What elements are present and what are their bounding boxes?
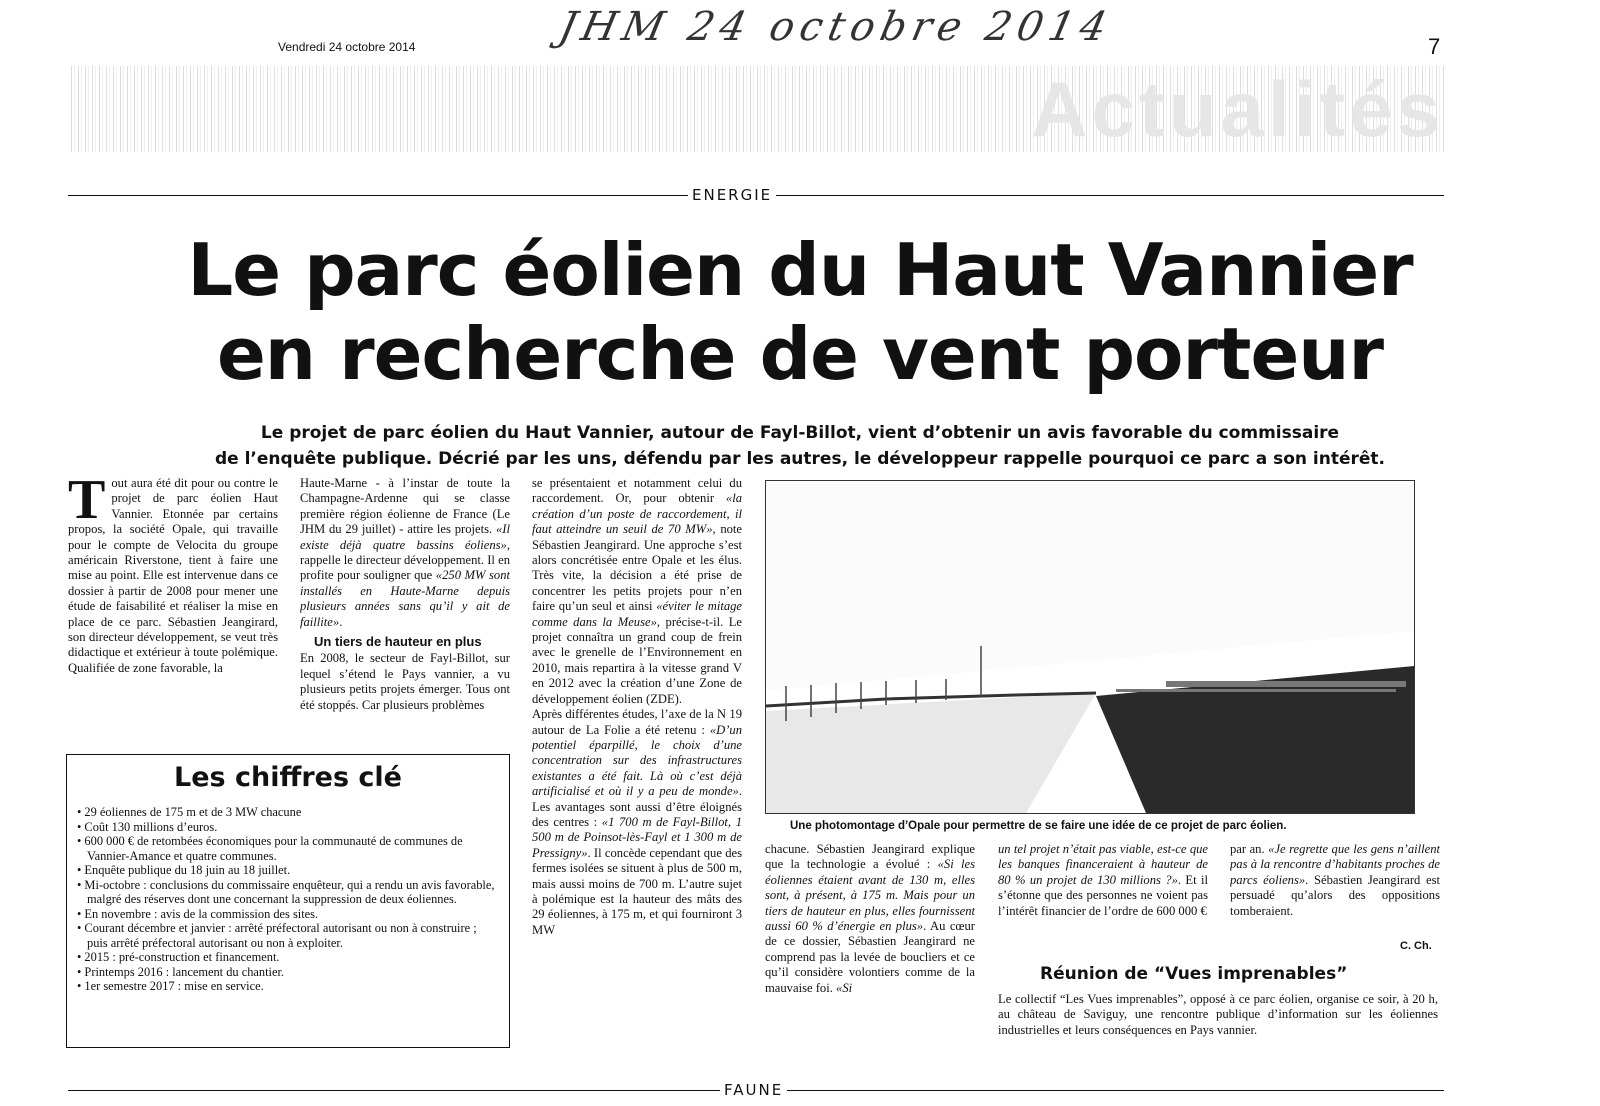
article-column-3: [532, 476, 742, 1056]
handwritten-annotation: JHM 24 octobre 2014: [555, 4, 1117, 50]
col5-paragraph: [998, 842, 1208, 919]
col4-text-b: . Au cœur de ce dossier, Sébastien Jeangirard ne comprend pas la levée de boucliers et ce qu’il considère volontiers comme de la mauvaise foi.: [765, 919, 975, 995]
chapo-line-1: Le projet de parc éolien du Haut Vannier, autour de Fayl-Billot, vient d’obtenir un avis favorable du commissaire: [260, 423, 1340, 443]
article-column-2: [300, 476, 510, 746]
col2-text-b: , rappelle le directeur développement. Il en profite pour souligner que: [300, 537, 510, 583]
col3-quote-3: «D’un potentiel éparpillé, le choix d’une concentration sur des infrastructures existantes a été fait. Là où c’est déjà artificialisé et où il y a peu de monde»: [532, 722, 742, 799]
reunion-heading: Réunion de “Vues imprenables”: [1040, 964, 1348, 984]
col4-paragraph: [765, 842, 975, 996]
col3-text-b: , note Sébastien Jeangirard. Une approche s’est alors concrétisée entre Opale et les élus. Très vite, la décision a été prise de concentrer les petits projets pour n’en faire qu’un seul et ainsi: [532, 522, 742, 614]
col1-text: out aura été dit pour ou contre le projet de parc éolien Haut Vannier. Etonnée par certains propos, la société Opale, qui travaille pour le compte de Velocita du groupe américain Riverstone, tient à faire une mise au point. Elle est intervenue dans ce dossier à partir de 2008 pour mener une étude de faisabilité et réaliser la mise en place de ce parc. Sébastien Jeangirard, son directeur développement, se veut très didactique et extérieur à toute polémique. Qualifiée de zone favorable, la: [68, 476, 278, 675]
col3-paragraph-1: [532, 476, 742, 707]
masthead-banner: [68, 66, 1444, 152]
col4-quote-2: «Si: [836, 980, 853, 995]
masthead-title: Actualités: [1031, 66, 1444, 152]
col2-quote-2: «250 MW sont installés en Haute-Marne depuis plusieurs années sans qu’il y ait de faillite»: [300, 568, 510, 629]
col3-quote-1: «la création d’un poste de raccordement, il faut atteindre un seuil de 70 MW»: [532, 491, 742, 537]
key-figure-item: • 1er semestre 2017 : mise en service.: [77, 979, 264, 993]
key-figure-item: • En novembre : avis de la commission des sites.: [77, 906, 319, 921]
rubric-energie: ENERGIE: [688, 186, 776, 204]
subhead-tiers: Un tiers de hauteur en plus: [314, 634, 482, 650]
dropcap: T: [68, 476, 106, 531]
key-figure-item: • Courant décembre et janvier : arrêté préfectoral autorisant ou non à construire ; puis arrêté préfectoral autorisant ou non à exploiter.: [77, 921, 477, 950]
headline-line-1: Le parc éolien du Haut Vannier: [187, 228, 1413, 312]
key-figure-item: • Mi-octobre : conclusions du commissaire enquêteur, qui a rendu un avis favorable, malgré des réserves dont une concernant la suppression de deux éoliennes.: [77, 877, 495, 906]
col2-text-c: .: [339, 614, 343, 629]
key-figures-title: Les chiffres clé: [173, 762, 402, 793]
col3-text-c: , précise-t-il. Le projet connaîtra un grand coup de frein avec le grenelle de l’Environnement en 2010, mais repartira à la vitesse grand V en 2012 avec la création d’une Zone de développement éolien (ZDE).: [532, 614, 742, 706]
photo-image: [766, 481, 1414, 813]
col3-quote-2: «éviter le mitage comme dans la Meuse»: [532, 599, 742, 629]
col2-quote-1: «Il existe déjà quatre bassins éoliens»: [300, 522, 510, 552]
col2-paragraph: [300, 476, 510, 630]
chapo-line-2: de l’enquête publique. Décrié par les uns, défendu par les autres, le développeur rappelle pourquoi ce parc a son intérêt.: [214, 449, 1386, 469]
headline-line-2: en recherche de vent porteur: [216, 312, 1384, 396]
col4-quote-1: «Si les éoliennes étaient avant de 130 m, elles sont, à présent, à 175 m. Mais pour un tiers de hauteur en plus, elles fournissent aussi 60 % d’énergie en plus»: [765, 857, 975, 934]
col3-text-d: Après différentes études, l’axe de la N 19 autour de La Folie a été retenu :: [532, 707, 742, 737]
author-signature: C. Ch.: [1400, 940, 1432, 952]
col6-paragraph: [1230, 842, 1440, 919]
col3-text-a: se présentaient et notamment celui du raccordement. Or, pour obtenir: [532, 476, 742, 506]
col6-text-a: par an.: [1230, 842, 1265, 856]
col3-text-e: . Les avantages sont aussi d’être éloignés des centres :: [532, 784, 742, 829]
article-column-1: [68, 476, 278, 746]
article-column-4: [765, 842, 975, 1062]
rubric-faune: FAUNE: [720, 1081, 787, 1099]
col5-quote-1: un tel projet n’était pas viable, est-ce que les banques financeraient à hauteur de 80 % un projet de 130 millions ?»: [998, 842, 1208, 887]
key-figures-list: [77, 805, 499, 994]
key-figure-item: • Enquête publique du 18 juin au 18 juillet.: [77, 863, 291, 877]
key-figure-item: • Printemps 2016 : lancement du chantier.: [77, 964, 285, 979]
col3-text-f: . Il concède cependant que des fermes isolées se situent à plus de 500 m, mais aussi moins de 700 m. L’autre sujet à polémique est la hauteur des mâts des 29 éoliennes, à 175 m, et qui fourniront 3 MW: [532, 845, 742, 937]
col5-text-a: . Et il s’étonne que des personnes ne voient pas l’intérêt financier de l’ordre de 600 000 €: [998, 872, 1208, 918]
col2-text-a: Haute-Marne - à l’instar de toute la Champagne-Ardenne qui se classe première région éolienne de France (Le JHM du 29 juillet) - attire les projets.: [300, 476, 510, 537]
col3-quote-4: «1 700 m de Fayl-Billot, 1 500 m de Poinsot-lès-Fayl et 1 300 m de Pressigny»: [532, 814, 742, 860]
reunion-text: Le collectif “Les Vues imprenables”, opposé à ce parc éolien, organise ce soir, à 20 h, au château de Saviguy, une rencontre publique d’information sur les éoliennes industrielles et leurs conséquences en Pays vannier.: [998, 992, 1438, 1037]
col6-text-b: . Sébastien Jeangirard est persuadé qu’alors des oppositions tomberaient.: [1230, 872, 1440, 918]
col3-paragraph-2: [532, 707, 742, 938]
article-column-6: [1230, 842, 1440, 942]
col4-text-a: chacune. Sébastien Jeangirard explique que la technologie a évolué :: [765, 842, 975, 872]
photo-caption: Une photomontage d’Opale pour permettre de se faire une idée de ce projet de parc éolien.: [790, 820, 1287, 832]
issue-date: Vendredi 24 octobre 2014: [278, 40, 416, 54]
article-column-5: [998, 842, 1208, 962]
key-figure-item: • 29 éoliennes de 175 m et de 3 MW chacune: [77, 805, 302, 819]
page-number: 7: [1428, 34, 1441, 59]
key-figure-item: • Coût 130 millions d’euros.: [77, 819, 218, 834]
col6-quote-1: «Je regrette que les gens n’aillent pas à la rencontre d’habitants proches de parcs éoliens»: [1230, 842, 1440, 887]
col2-paragraph-2: En 2008, le secteur de Fayl-Billot, sur lequel s’étend le Pays vannier, a vu plusieurs petits projets émerger. Tous ont été stoppés. Car plusieurs problèmes: [300, 651, 510, 712]
key-figures-box: [66, 754, 510, 1048]
key-figure-item: • 600 000 € de retombées économiques pour la communauté de communes de Vannier-Amance et quatre communes.: [77, 834, 463, 863]
key-figure-item: • 2015 : pré-construction et financement.: [77, 950, 280, 964]
wind-farm-photomontage: [765, 480, 1415, 814]
